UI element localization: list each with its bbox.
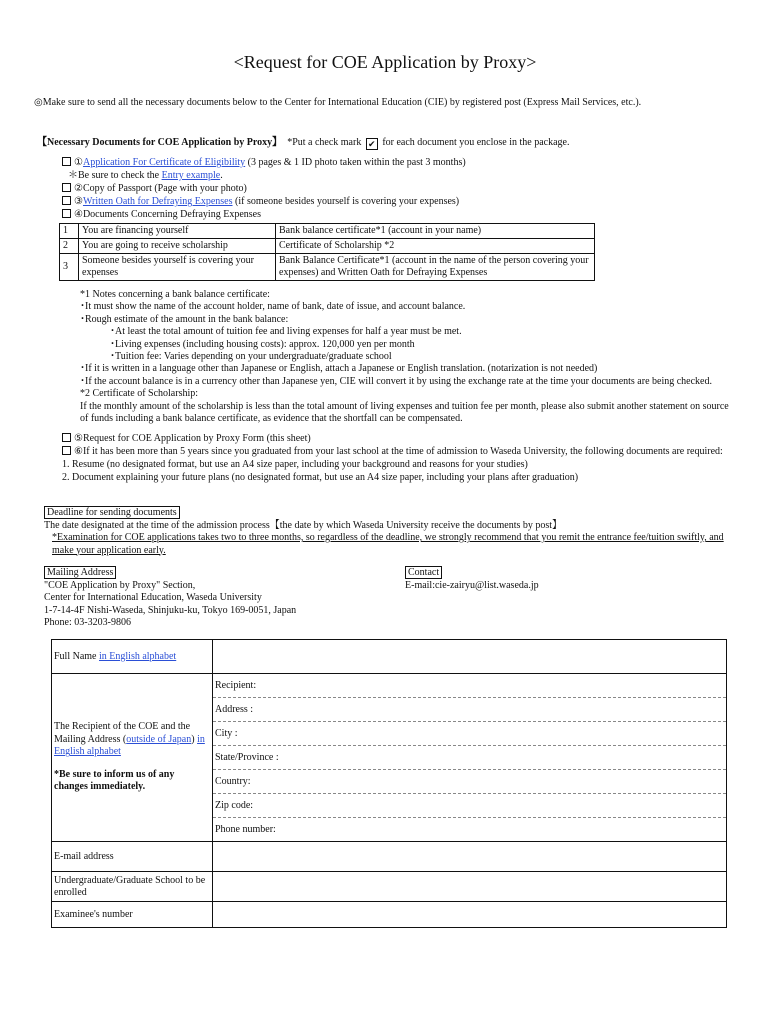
table-row: 3 Someone besides yourself is covering your expenses Bank Balance Certificate*1 (account in the name of the person covering your expenses) and Written Oath for Defraying Expenses: [60, 254, 595, 281]
checklist-item-6: ⑥If it has been more than 5 years since you graduated from your last school at the time of admission to Waseda University, the following documents are required:: [62, 445, 742, 458]
full-name-field[interactable]: [213, 640, 727, 674]
checkbox[interactable]: [62, 183, 71, 192]
zip-field[interactable]: Zip code:: [213, 794, 726, 818]
deadline-section: [44, 506, 744, 557]
table-row: Undergraduate/Graduate School to be enrolled: [52, 872, 727, 902]
checklist-item-1: ①Application For Certificate of Eligibility (3 pages & 1 ID photo taken within the past 3 months): [62, 156, 742, 169]
school-field[interactable]: [213, 872, 727, 902]
table-row: Full Name in English alphabet: [52, 640, 727, 674]
table-row: The Recipient of the COE and the Mailing Address (outside of Japan) in English alphabet *Be sure to inform us of any changes immediately. Recipient: Address : City : State/Province : Country: Zip code: Phone number:: [52, 674, 727, 842]
checkbox[interactable]: [62, 157, 71, 166]
application-form-table: [51, 639, 727, 928]
checkbox[interactable]: [62, 446, 71, 455]
deadline-text: The date designated at the time of the admission process【the date by which Waseda University receive the documents by post】: [44, 519, 563, 531]
contact-email[interactable]: E-mail:cie-zairyu@list.waseda.jp: [405, 579, 539, 591]
table-row: 1 You are financing yourself Bank balance certificate*1 (account in your name): [60, 224, 595, 239]
address-field[interactable]: Address :: [213, 698, 726, 722]
document-checklist: [62, 156, 742, 221]
expenses-table: [59, 223, 595, 281]
necessary-heading: 【Necessary Documents for COE Application by Proxy】: [37, 137, 283, 148]
email-field[interactable]: [213, 842, 727, 872]
necessary-documents-heading: [37, 133, 757, 150]
contact-section: [405, 566, 705, 592]
contact-label: Contact: [405, 566, 442, 579]
checklist-item-3: ③Written Oath for Defraying Expenses (if someone besides yourself is covering your expenses): [62, 195, 742, 208]
page-title: <Request for COE Application by Proxy>: [233, 52, 537, 72]
checklist-item-5: ⑤Request for COE Application by Proxy Form (this sheet): [62, 432, 742, 445]
additional-documents: ⑤Request for COE Application by Proxy Form (this sheet) ⑥If it has been more than 5 years since you graduated from your last school at the time of admission to Waseda University, the following documents are required: 1. Resume (no designated format, but use an A4 size paper, including your background and reasons for your studies) 2. Document explaining your future plans (no designated format, but use an A4 size paper, including your plans after graduation): [62, 432, 742, 484]
table-row: Examinee's number: [52, 902, 727, 928]
checklist-item-4: ④Documents Concerning Defraying Expenses: [62, 208, 742, 221]
deadline-label: Deadline for sending documents: [44, 506, 180, 519]
intro-text: ◎Make sure to send all the necessary documents below to the Center for International Education (CIE) by registered post (Express Mail Services, etc.).: [34, 97, 642, 108]
deadline-note: *Examination for COE applications takes two to three months, so regardless of the deadline, we strongly recommend that you remit the entrance fee/tuition swiftly, and make your application early.: [52, 532, 724, 556]
checklist-item-2: ②Copy of Passport (Page with your photo): [62, 182, 742, 195]
check-note-before: *Put a check mark: [287, 137, 362, 148]
table-row: E-mail address: [52, 842, 727, 872]
check-mark-icon: ✔: [366, 138, 378, 150]
mailing-label: Mailing Address: [44, 566, 116, 579]
table-row: 2 You are going to receive scholarship Certificate of Scholarship *2: [60, 239, 595, 254]
expense-notes: *1 Notes concerning a bank balance certificate: ･It must show the name of the account holder, name of bank, date of issue, and account balance. ･Rough estimate of the amount in the bank balance: ･At least the total amount of tuition fee and living expenses for half a year must be met. ･Living expenses (including housing costs): approx. 120,000 yen per month ･Tuition fee: Varies depending on your undergraduate/graduate school ･If it is written in a language other than Japanese or English, attach a Japanese or English translation. (notarization is not needed) ･If the account balance is in a currency other than Japanese yen, CIE will convert it by using the exchange rate at the time your documents are being checked. *2 Certificate of Scholarship: If the monthly amount of the scholarship is less than the total amount of living expenses and tuition fee per month, please also submit another statement on source of funds including a bank balance certificate, as evidence that the shortfall can be compensated.: [80, 289, 729, 425]
checklist-item-1-sub: ＊Be sure to check the Entry example.: [68, 170, 223, 181]
checkbox[interactable]: [62, 196, 71, 205]
coe-application-link[interactable]: Application For Certificate of Eligibility: [82, 157, 246, 168]
checkbox[interactable]: [62, 209, 71, 218]
written-oath-link[interactable]: Written Oath for Defraying Expenses: [82, 196, 233, 207]
checkbox[interactable]: [62, 433, 71, 442]
country-field[interactable]: Country:: [213, 770, 726, 794]
phone-field[interactable]: Phone number:: [215, 824, 276, 835]
city-field[interactable]: City :: [213, 722, 726, 746]
recipient-field[interactable]: Recipient:: [213, 674, 726, 698]
entry-example-link[interactable]: Entry example: [161, 170, 221, 181]
mailing-address: Mailing Address "COE Application by Proxy" Section, Center for International Education, Waseda University 1-7-14-4F Nishi-Waseda, Shinjuku-ku, Tokyo 169-0051, Japan Phone: 03-3203-9806: [44, 567, 297, 628]
state-field[interactable]: State/Province :: [213, 746, 726, 770]
check-note-after: for each document you enclose in the package.: [382, 137, 570, 148]
examinee-number-field[interactable]: [213, 902, 727, 928]
